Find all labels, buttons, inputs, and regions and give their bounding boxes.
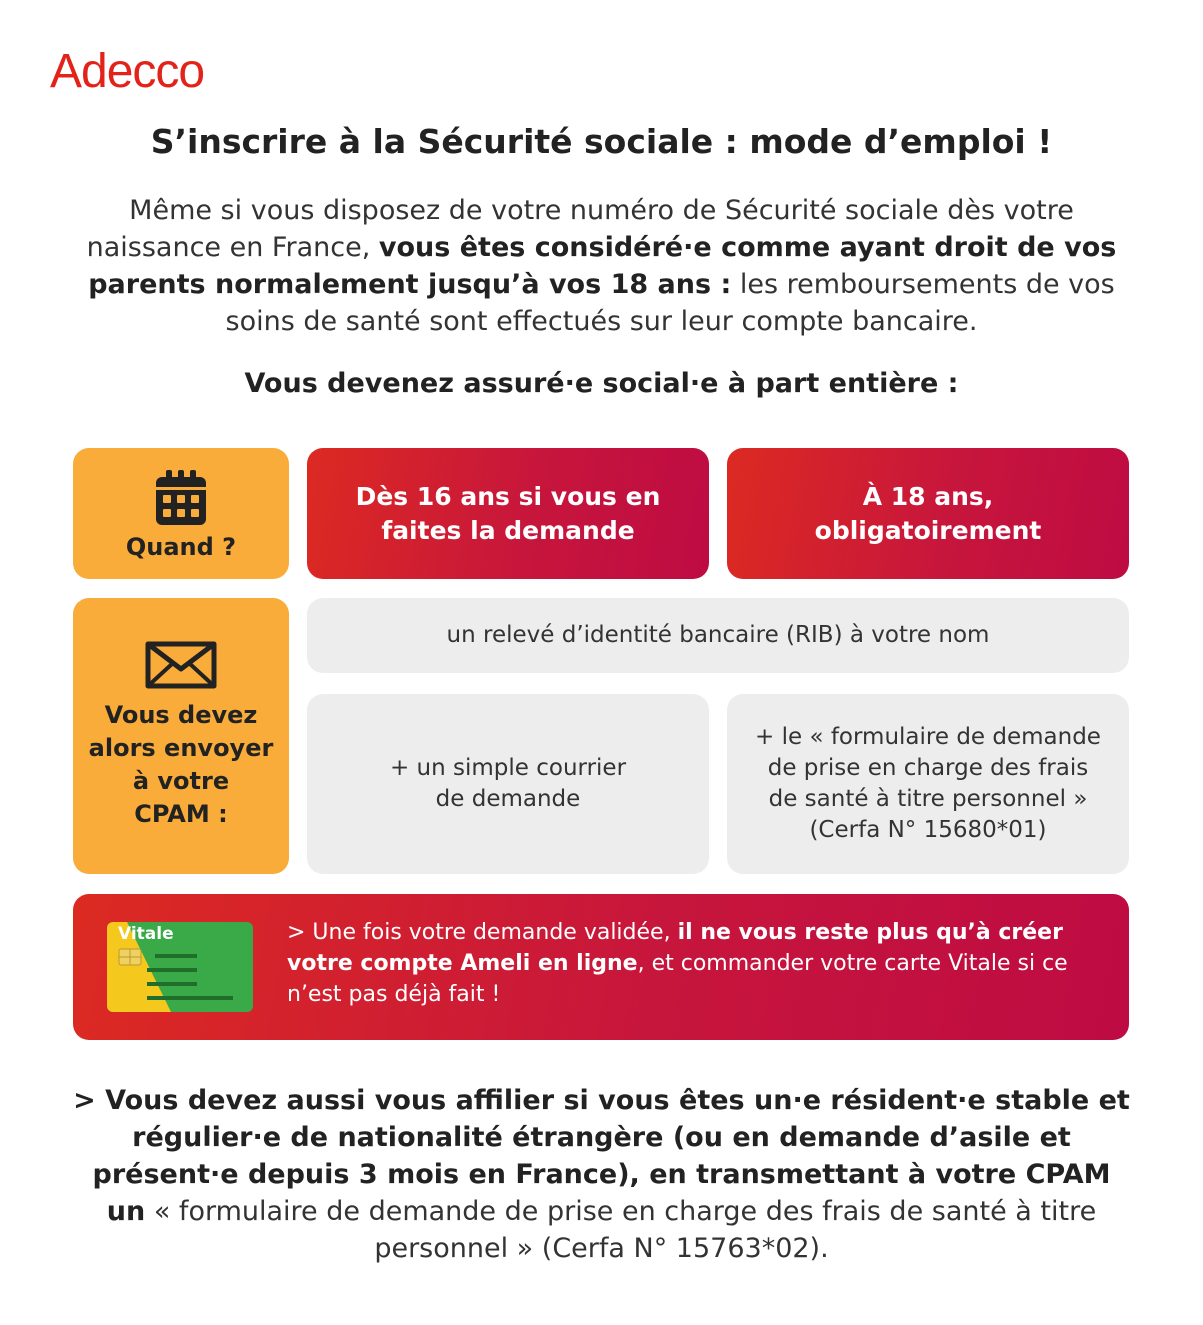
courrier-line-2: de demande bbox=[435, 786, 581, 812]
form-line-2: de prise en charge des frais bbox=[767, 755, 1089, 781]
vitale-text bbox=[287, 917, 1107, 1010]
page-title: S’inscrire à la Sécurité sociale : mode d’emploi ! bbox=[150, 122, 1053, 161]
form-box bbox=[727, 694, 1129, 874]
option-16-line-2: faites la demande bbox=[381, 515, 635, 545]
send-label-box bbox=[73, 598, 289, 874]
courrier-line-1: + un simple courrier bbox=[389, 755, 627, 781]
option-16-box bbox=[307, 448, 709, 579]
intro-bold: vous êtes considéré·e comme ayant droit de vos parents normalement jusqu’à vos 18 ans : bbox=[88, 232, 1117, 300]
intro-paragraph bbox=[70, 192, 1133, 340]
option-16-line-1: Dès 16 ans si vous en bbox=[355, 481, 661, 511]
intro-text-1: Même si vous disposez de votre numéro de Sécurité sociale dès votre naissance en France, bbox=[86, 195, 1074, 263]
envelope-icon bbox=[145, 641, 217, 689]
option-18-box bbox=[727, 448, 1129, 579]
calendar-icon bbox=[154, 469, 208, 527]
when-label-box bbox=[73, 448, 289, 579]
send-label-line-4: CPAM : bbox=[134, 800, 228, 828]
vitale-text-2: , et commander votre carte Vitale si ce n’est pas déjà fait ! bbox=[287, 951, 1068, 1007]
vitale-text-1: > Une fois votre demande validée, bbox=[287, 920, 678, 945]
option-18-line-2: obligatoirement bbox=[814, 515, 1042, 545]
send-label-line-1: Vous devez bbox=[104, 701, 258, 729]
adecco-logo: Adecco bbox=[50, 45, 205, 98]
footer-paragraph bbox=[70, 1082, 1133, 1267]
vitale-card bbox=[107, 922, 253, 1012]
vitale-card-label: Vitale bbox=[118, 924, 174, 944]
intro-text-2: les remboursements de vos soins de santé sont effectués sur leur compte bancaire. bbox=[225, 269, 1115, 337]
form-line-3: de santé à titre personnel » bbox=[768, 786, 1088, 812]
rib-box bbox=[307, 598, 1129, 673]
rib-text: un relevé d’identité bancaire (RIB) à votre nom bbox=[446, 622, 990, 648]
send-label-line-2: alors envoyer bbox=[88, 734, 274, 762]
footer-text: « formulaire de demande de prise en charge des frais de santé à titre personnel » (Cerfa N° 15763*02). bbox=[145, 1196, 1097, 1264]
footer-bold: > Vous devez aussi vous affilier si vous êtes un·e résident·e stable et régulier·e de nationalité étrangère (ou en demande d’asile et présent·e depuis 3 mois en France), en transmettant à votre CPAM un bbox=[73, 1085, 1130, 1227]
vitale-bold: il ne vous reste plus qu’à créer votre compte Ameli en ligne bbox=[287, 920, 1063, 976]
when-label: Quand ? bbox=[125, 533, 237, 561]
form-line-4: (Cerfa N° 15680*01) bbox=[809, 817, 1047, 843]
send-label-line-3: à votre bbox=[132, 767, 230, 795]
section-subtitle: Vous devenez assuré·e social·e à part entière : bbox=[244, 368, 959, 399]
form-line-1: + le « formulaire de demande bbox=[755, 724, 1101, 750]
courrier-box bbox=[307, 694, 709, 874]
option-18-line-1: À 18 ans, bbox=[862, 481, 994, 511]
